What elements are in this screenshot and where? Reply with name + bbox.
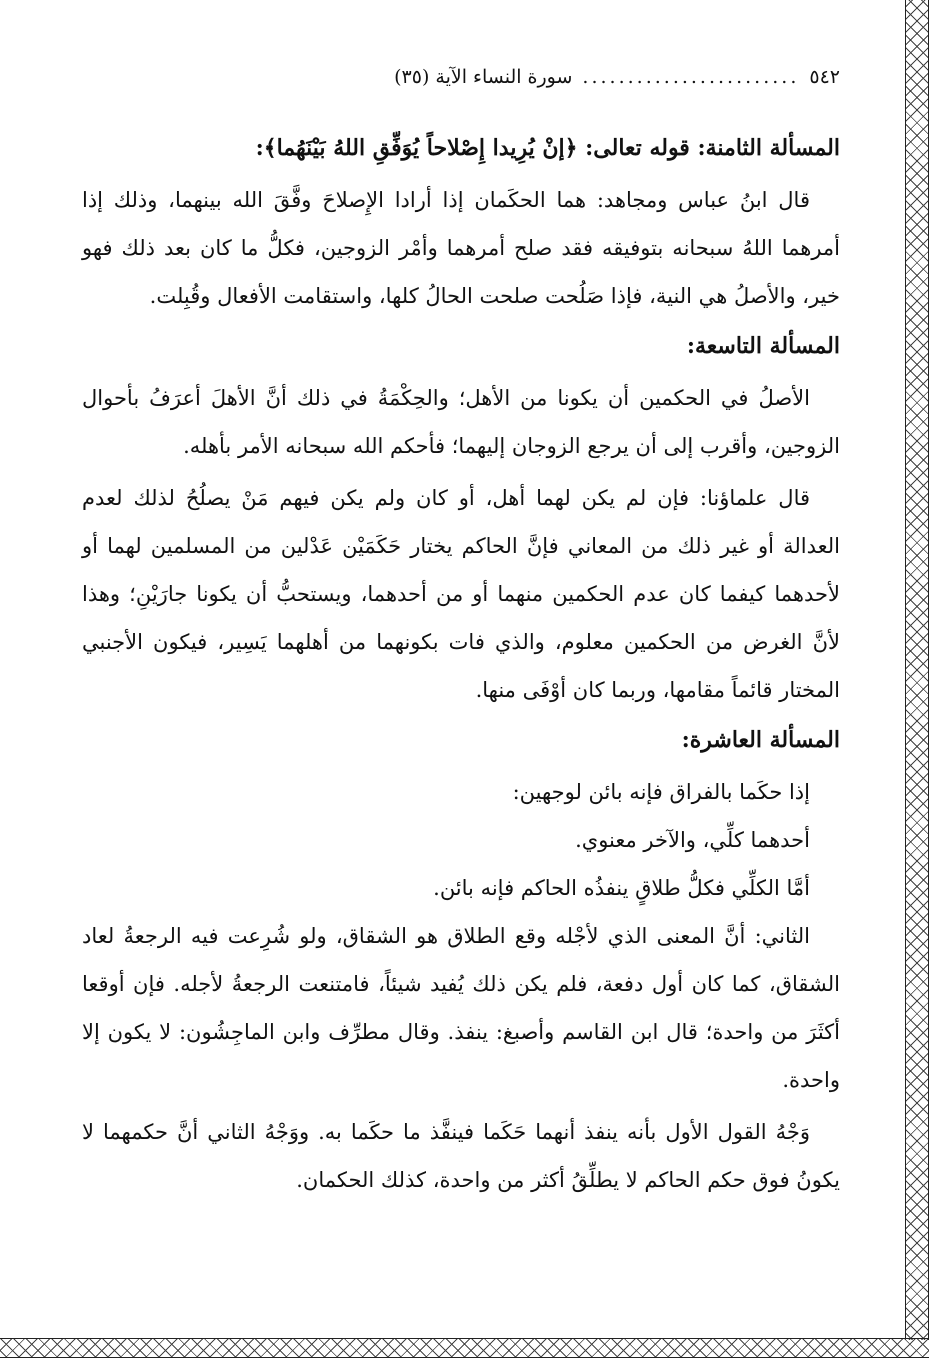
paragraph: الثاني: أنَّ المعنى الذي لأجْله وقع الطلاق هو الشقاق، ولو شُرِعت فيه الرجعةُ لعاد الشقاق، كما كان أول دفعة، فلم يكن ذلك يُفيد شيئاً، فامتنعت الرجعةُ لأجله. فإن أوقعا أكثَرَ من واحدة؛ قال ابن القاسم وأصبغ: ينفذ. وقال مطرِّف وابن الماجِشُون: لا يكون إلا واحدة.: [82, 924, 840, 1092]
paragraph: أمَّا الكلِّي فكلُّ طلاقٍ ينفذُه الحاكم فإنه بائن.: [433, 876, 810, 900]
page-number: ٥٤٢: [809, 66, 840, 88]
header-title-group: [394, 66, 840, 88]
section-heading-8: المسألة الثامنة: قوله تعالى: ﴿إنْ يُرِيدا إِصْلاحاً يُوَفِّقِ اللهُ بَيْنَهُما﴾:: [255, 135, 840, 161]
section-heading-10: المسألة العاشرة:: [681, 727, 840, 753]
paragraph: وَجْهُ القول الأول بأنه ينفذ أنهما حَكَما فينفَّذ ما حكَما به. ووَجْهُ الثاني أنَّ حكمهما لا يكونُ فوق حكم الحاكم لا يطلِّقُ أكثر من واحدة، كذلك الحكمان.: [82, 1120, 840, 1192]
paragraph: إذا حكَما بالفراق فإنه بائن لوجهين:: [512, 780, 810, 804]
paragraph: قال علماؤنا: فإن لم يكن لهما أهل، أو كان ولم يكن فيهم مَنْ يصلُحُ لذلك لعدم العدالة أو غير ذلك من المعاني فإنَّ الحاكم يختار حَكَمَيْن عَدْلين من المسلمين لهما أو لأحدهما كيفما كان عدم الحكمين منهما أو من أحدهما، ويستحبُّ أن يكونا جارَيْنِ؛ وهذا لأنَّ الغرض من الحكمين معلوم، والذي فات بكونهما من أهلهما يَسِير، فيكون الأجنبي المختار قائماً مقامها، وربما كان أوْفَى منها.: [82, 486, 840, 702]
decorative-border-right: [905, 0, 929, 1340]
section-heading-9: المسألة التاسعة:: [686, 333, 840, 359]
header-leader-dots: ........................: [582, 66, 800, 88]
chapter-title: سورة النساء الآية (٣٥): [394, 66, 573, 88]
book-page: [82, 66, 840, 1208]
decorative-border-bottom: [0, 1338, 929, 1358]
paragraph: الأصلُ في الحكمين أن يكونا من الأهل؛ والحِكْمَةُ في ذلك أنَّ الأهلَ أعرَفُ بأحوال الزوجين، وأقرب إلى أن يرجع الزوجان إليهما؛ فأحكم الله سبحانه الأمر بأهله.: [82, 386, 840, 458]
paragraph: أحدهما كلِّي، والآخر معنوي.: [575, 828, 810, 852]
paragraph: قال ابنُ عباس ومجاهد: هما الحكَمان إذا أرادا الإِصلاحَ وفَّقَ الله بينهما، وذلك إذا أمرهما اللهُ سبحانه بتوفيقه فقد صلح أمرهما وأمْر الزوجين، فكلُّ ما كان بعد ذلك فهو خير، والأصلُ هي النية، فإذا صَلُحت صلحت الحالُ كلها، واستقامت الأفعال وقُبِلت.: [82, 188, 840, 308]
running-header: [82, 66, 840, 88]
